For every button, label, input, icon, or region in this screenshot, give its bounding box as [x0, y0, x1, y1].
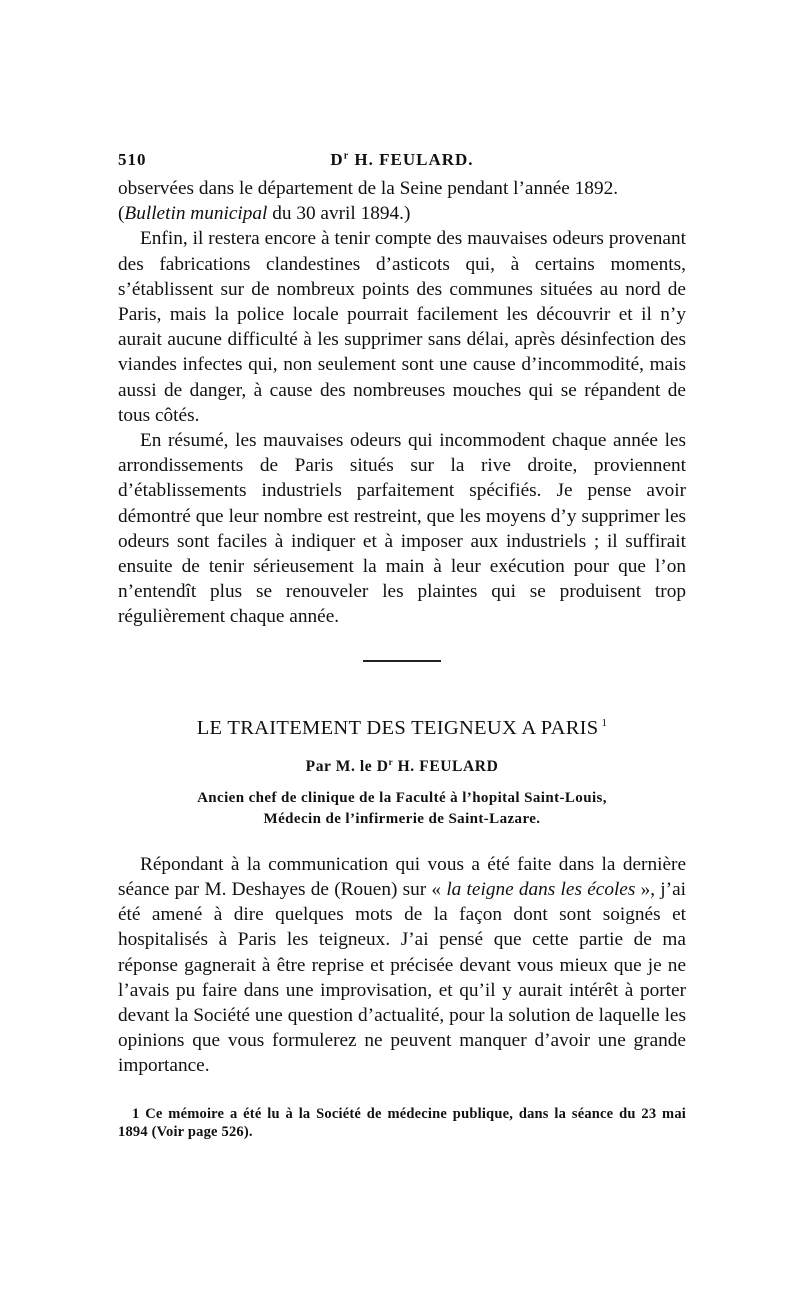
running-title-name: H. FEULARD.: [349, 150, 474, 169]
running-title: [118, 150, 686, 170]
citation-title: Bulletin municipal: [124, 203, 268, 225]
footnote-body: Ce mémoire a été lu à la Société de médecine publique, dans la séance du 23 mai 1894 (Voir page 526).: [118, 1105, 686, 1140]
article-text: Répondant à la communication qui vous a été faite dans la dernière séance par M. Deshayes de (Rouen) sur «: [118, 853, 686, 901]
footnote-marker: 1: [132, 1105, 140, 1122]
citation-open: (: [118, 203, 125, 225]
affiliation-line: Ancien chef de clinique de la Faculté à l’hopital Saint-Louis,: [197, 789, 607, 806]
affiliation-line: Médecin de l’infirmerie de Saint-Lazare.: [263, 810, 541, 827]
article-paragraph: [118, 852, 686, 1079]
running-title-sup: r: [343, 150, 350, 162]
running-head: [118, 150, 686, 176]
book-page: [118, 150, 686, 1141]
article-text: », j’ai été amené à dire quelques mots de la façon dont sont soignés et hospitalisés à Paris les teigneux. J’ai pensé que cette partie de ma réponse gagnerait à être reprise et précisée devant vous mieux que je ne l’avais pu faire dans une improvisation, et qu’il y aurait intérêt à porter devant la Société une question d’actualité, pour la solution de laquelle les opinions que vous formulerez ne peuvent manquer d’avoir une grande importance.: [118, 879, 686, 1077]
byline: [118, 757, 686, 776]
footnote: [118, 1105, 686, 1141]
article-body: [118, 852, 686, 1079]
byline-text: Par M. le D: [305, 757, 389, 775]
byline-sup: r: [388, 756, 394, 767]
quoted-title: la teigne dans les écoles: [446, 879, 636, 901]
continuation-text: [118, 176, 686, 630]
paragraph-3: En résumé, les mauvaises odeurs qui incommodent chaque année les arrondissements de Paris situés sur la rive droite, proviennent d’établissements industriels parfaitement spécifiés. Je pense avoir démontré que leur nombre est restreint, que les moyens d’y supprimer les odeurs sont faciles à indiquer et à imposer aux industriels ; il suffirait ensuite de tenir sérieusement la main à leur exécution pour que l’on n’entendît plus se renouveler les plaintes qui se produisent trop régulièrement chaque année.: [118, 430, 686, 628]
running-title-text: D: [330, 150, 344, 169]
author-affiliation: [118, 788, 686, 830]
paragraph-2: Enfin, il restera encore à tenir compte des mauvaises odeurs provenant des fabrications clandestines d’asticots qui, à certains moments, s’établissent sur de nombreux points des communes situées au nord de Paris, mais la police locale pourrait facilement les découvrir et il n’y aurait aucune difficulté à les supprimer sans délai, après désinfection des viandes infectes qui, non seulement sont une cause d’incommodité, mais aussi de danger, à cause des nombreuses mouches qui se répandent de tous côtés.: [118, 228, 686, 426]
paragraph-1-text: observées dans le département de la Seine pendant l’année 1892.: [118, 178, 619, 199]
citation-date: du 30 avril 1894.): [267, 203, 411, 225]
article-title: [118, 717, 686, 740]
byline-author: H. FEULARD: [393, 757, 499, 775]
section-divider: [363, 660, 441, 662]
page-number: 510: [118, 150, 147, 169]
footnote-text: [118, 1105, 686, 1141]
article-title-text: LE TRAITEMENT DES TEIGNEUX A PARIS: [196, 716, 599, 739]
paragraph-1: [118, 176, 686, 226]
footnote-ref: 1: [601, 716, 608, 729]
